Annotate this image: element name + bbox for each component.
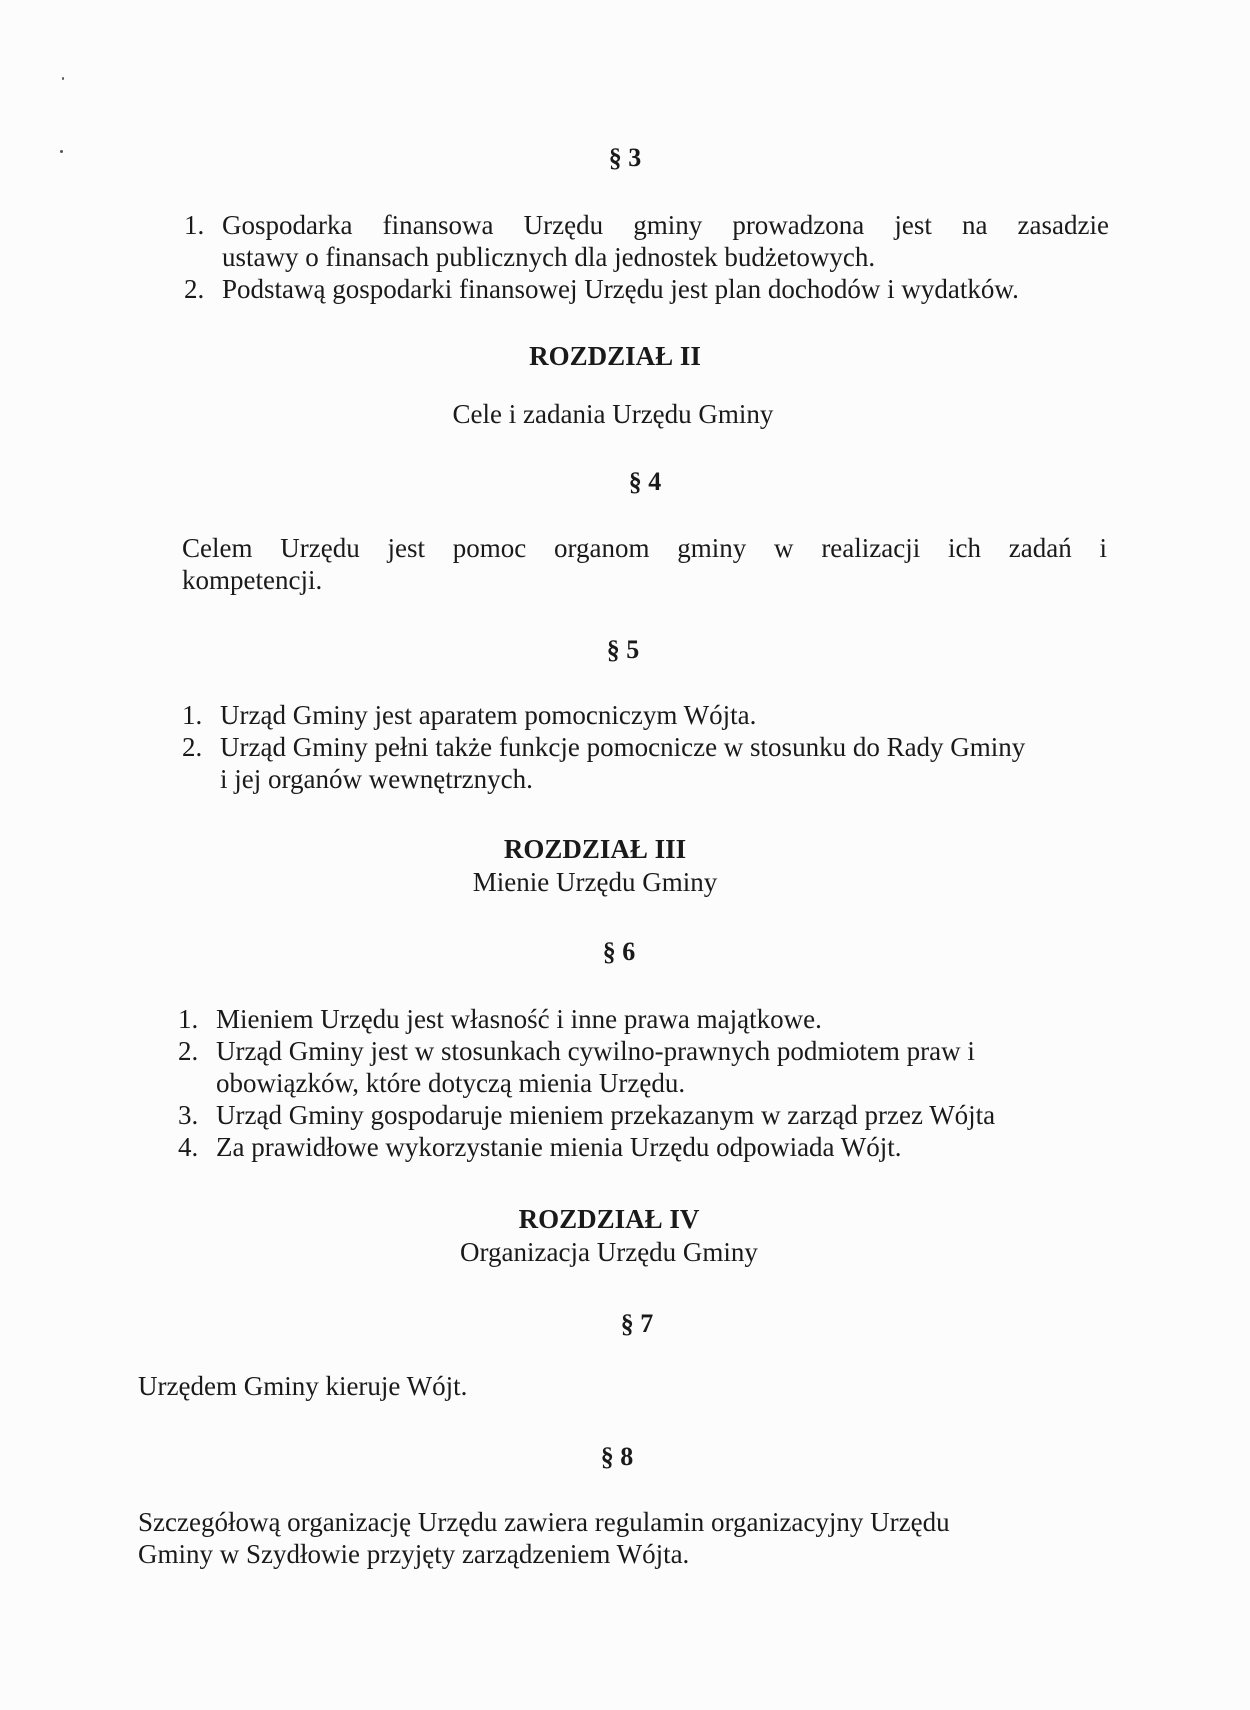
section-5-list [182,699,1107,795]
list-item-number: 1. [182,700,203,730]
section-6-list [178,1003,1103,1163]
list-item-number: 3. [178,1100,199,1130]
list-item-text-continued: ustawy o finansach publicznych dla jednostek budżetowych. [222,242,876,272]
chapter-2-subtitle: Cele i zadania Urzędu Gminy [452,399,774,429]
list-item [184,209,1109,273]
list-item-text: Urząd Gminy jest w stosunkach cywilno-prawnych podmiotem praw i [216,1036,975,1066]
section-4-line: kompetencji. [182,565,323,595]
list-item-number: 1. [178,1004,199,1034]
section-4-line: Celem Urzędu jest pomoc organom gminy w realizacji ich zadań i [182,533,1107,563]
section-4-heading: § 4 [628,467,662,496]
list-item [184,273,1109,305]
list-item-text: Urząd Gminy pełni także funkcje pomocnicze w stosunku do Rady Gminy [220,732,1026,762]
section-8-heading: § 8 [600,1442,634,1471]
section-3-heading: § 3 [608,143,642,172]
chapter-3-title: ROZDZIAŁ III [503,834,687,864]
section-7-heading: § 7 [620,1309,654,1338]
list-item-text: Urząd Gminy gospodaruje mieniem przekazanym w zarząd przez Wójta [216,1100,996,1130]
list-item [182,699,1107,731]
list-item [178,1035,1103,1099]
chapter-4-subtitle: Organizacja Urzędu Gminy [460,1237,758,1267]
section-8-line: Gminy w Szydłowie przyjęty zarządzeniem Wójta. [138,1539,690,1569]
section-7-text: Urzędem Gminy kieruje Wójt. [138,1371,468,1401]
list-item [182,731,1107,795]
list-item-number: 1. [184,210,205,240]
section-8-text [138,1506,950,1570]
list-item-text: Urząd Gminy jest aparatem pomocniczym Wójta. [220,700,757,730]
list-item-number: 4. [178,1132,199,1162]
list-item-text: Gospodarka finansowa Urzędu gminy prowadzona jest na zasadzie [222,210,1109,240]
section-8-line: Szczegółową organizację Urzędu zawiera regulamin organizacyjny Urzędu [138,1507,950,1537]
list-item-text: Podstawą gospodarki finansowej Urzędu jest plan dochodów i wydatków. [222,274,1019,304]
list-item-text: Za prawidłowe wykorzystanie mienia Urzędu odpowiada Wójt. [216,1132,902,1162]
chapter-4-title: ROZDZIAŁ IV [518,1204,700,1234]
section-3-list [184,209,1109,305]
list-item-number: 2. [184,274,205,304]
list-item [178,1003,1103,1035]
section-6-heading: § 6 [602,937,636,966]
scan-speck [62,77,64,80]
list-item-text: Mieniem Urzędu jest własność i inne prawa majątkowe. [216,1004,822,1034]
list-item-number: 2. [182,732,203,762]
list-item-text-continued: obowiązków, które dotyczą mienia Urzędu. [216,1068,686,1098]
list-item [178,1131,1103,1163]
list-item-number: 2. [178,1036,199,1066]
list-item-text-continued: i jej organów wewnętrznych. [220,764,533,794]
section-5-heading: § 5 [606,635,640,664]
chapter-3-subtitle: Mienie Urzędu Gminy [472,867,718,897]
section-4-text [182,532,1107,596]
list-item [178,1099,1103,1131]
chapter-2-title: ROZDZIAŁ II [529,341,701,371]
